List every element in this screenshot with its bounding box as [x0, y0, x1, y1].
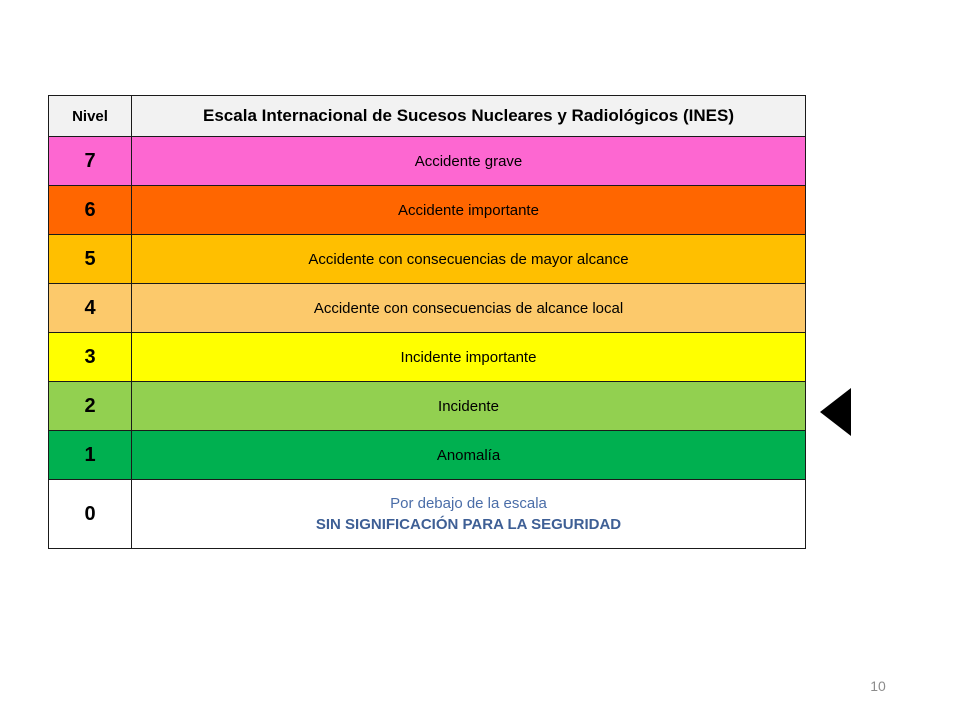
- scale-title-header: Escala Internacional de Sucesos Nucleares y Radiológicos (INES): [132, 96, 806, 137]
- no-safety-significance-label: SIN SIGNIFICACIÓN PARA LA SEGURIDAD: [315, 516, 622, 533]
- table-row-level-0: [49, 480, 806, 549]
- level-description: Incidente importante: [132, 333, 806, 382]
- level-column-header: Nivel: [49, 96, 132, 137]
- level-number: 0: [49, 480, 132, 549]
- table-row-level-7: [49, 137, 806, 186]
- level-description: Incidente: [132, 382, 806, 431]
- level-number: 5: [49, 235, 132, 284]
- level-number: 7: [49, 137, 132, 186]
- page-number: 10: [870, 678, 886, 694]
- level-description: Accidente con consecuencias de mayor alcance: [132, 235, 806, 284]
- level-description: Anomalía: [132, 431, 806, 480]
- table-row-level-3: [49, 333, 806, 382]
- ines-scale-table: [48, 95, 806, 549]
- level-number: 4: [49, 284, 132, 333]
- table-header-row: [49, 96, 806, 137]
- table-row-level-6: [49, 186, 806, 235]
- level-number: 6: [49, 186, 132, 235]
- level-description: Accidente importante: [132, 186, 806, 235]
- level-description: Accidente grave: [132, 137, 806, 186]
- level-number: 1: [49, 431, 132, 480]
- left-triangle-arrow-icon: [820, 388, 851, 436]
- table-row-level-4: [49, 284, 806, 333]
- table-row-level-5: [49, 235, 806, 284]
- table-row-level-2: [49, 382, 806, 431]
- below-scale-label: Por debajo de la escala: [390, 495, 547, 512]
- table-row-level-1: [49, 431, 806, 480]
- level-number: 2: [49, 382, 132, 431]
- level-description: Accidente con consecuencias de alcance local: [132, 284, 806, 333]
- level-number: 3: [49, 333, 132, 382]
- below-scale-description: [132, 480, 806, 549]
